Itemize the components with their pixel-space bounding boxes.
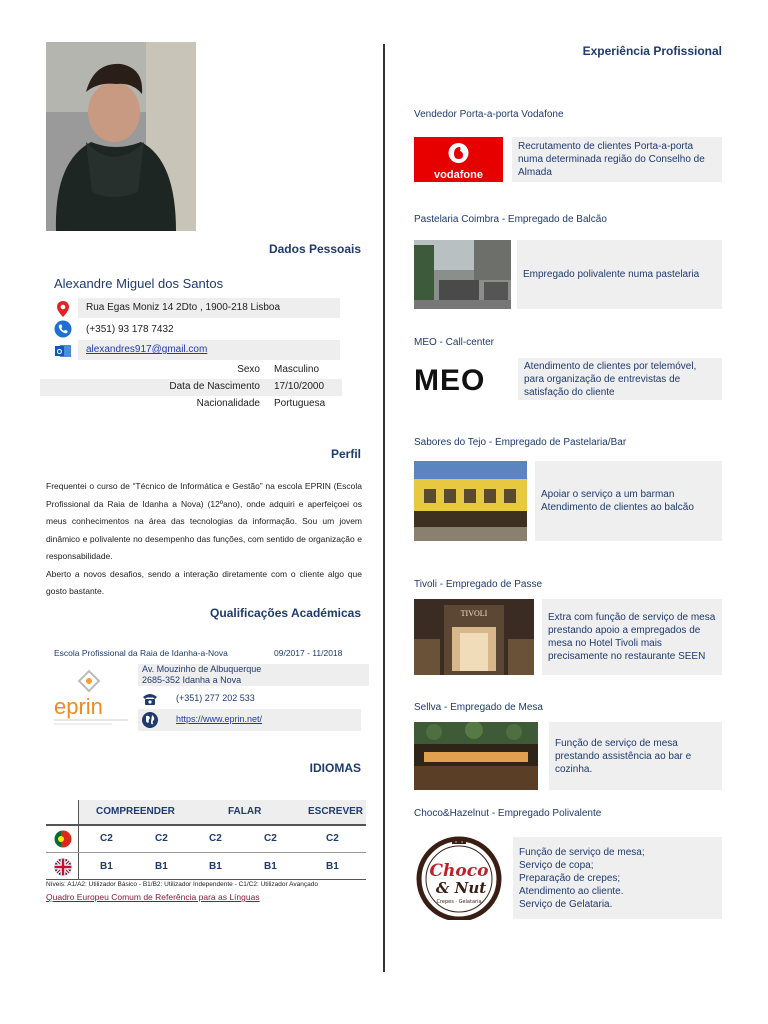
languages-section-title: IDIOMAS bbox=[309, 761, 361, 775]
languages-table-vline bbox=[78, 800, 79, 880]
nationality-label: Nacionalidade bbox=[196, 398, 260, 409]
school-name: Escola Profissional da Raia de Idanha-a-Nova bbox=[54, 648, 228, 658]
pt-level-1: C2 bbox=[100, 833, 113, 844]
school-address-line1: Av. Mouzinho de Albuquerque bbox=[142, 664, 262, 674]
address-row bbox=[78, 298, 340, 318]
job-desc-meo: Atendimento de clientes por telemóvel, para organização de entrevistas de satisfação do cliente bbox=[518, 358, 722, 400]
svg-text:O: O bbox=[56, 349, 63, 356]
job-title-choco-hazelnut: Choco&Hazelnut - Empregado Polivalente bbox=[414, 808, 602, 819]
choco-logo-line2: & Nut bbox=[435, 879, 487, 897]
languages-row-rule bbox=[46, 852, 366, 853]
vodafone-logo-text: vodafone bbox=[434, 169, 483, 181]
full-name: Alexandre Miguel dos Santos bbox=[54, 276, 224, 291]
job-title-meo: MEO - Call-center bbox=[414, 337, 495, 348]
sex-value: Masculino bbox=[274, 364, 320, 375]
profile-photo bbox=[46, 42, 196, 231]
address-text: Rua Egas Moniz 14 2Dto , 1900-218 Lisboa bbox=[86, 302, 281, 313]
email-link[interactable]: alexandres917@gmail.com bbox=[86, 344, 208, 355]
school-period: 09/2017 - 11/2018 bbox=[274, 648, 343, 658]
cefr-link[interactable]: Quadro Europeu Comum de Referência para as Línguas bbox=[46, 892, 260, 902]
personal-section-title: Dados Pessoais bbox=[268, 242, 361, 256]
pt-level-5: C2 bbox=[326, 833, 339, 844]
globe-icon bbox=[141, 711, 159, 729]
en-level-4: B1 bbox=[264, 861, 277, 872]
languages-levels-note: Níveis: A1/A2: Utilizador Básico - B1/B2: Utilizador Independente - C1/C2: Utilizador Avançado bbox=[46, 881, 318, 888]
job-title-pastelaria-coimbra: Pastelaria Coimbra - Empregado de Balcão bbox=[414, 214, 607, 225]
school-address-box bbox=[138, 664, 369, 686]
job-title-vodafone: Vendedor Porta-a-porta Vodafone bbox=[414, 109, 564, 120]
sex-label: Sexo bbox=[237, 364, 260, 375]
en-level-5: B1 bbox=[326, 861, 339, 872]
profile-paragraph-2: Aberto a novos desafios, sendo a interação diretamente com o cliente algo que gosto bastante. bbox=[46, 568, 362, 596]
job-desc-vodafone: Recrutamento de clientes Porta-a-porta numa determinada região do Conselho de Almada bbox=[512, 137, 722, 182]
job-desc-choco-hazelnut: Função de serviço de mesa; Serviço de copa; Preparação de crepes; Atendimento ao cliente. Serviço de Gelataria. bbox=[513, 837, 722, 919]
job-title-sellva: Sellva - Empregado de Mesa bbox=[414, 702, 543, 713]
eprin-logo-text: eprin bbox=[54, 694, 103, 719]
telephone-icon bbox=[141, 689, 159, 707]
profile-section-title: Perfil bbox=[330, 447, 361, 461]
languages-header-rule bbox=[46, 824, 366, 826]
en-level-1: B1 bbox=[100, 861, 113, 872]
choco-logo-line1: Choco bbox=[429, 861, 489, 881]
sellva-restaurant-photo bbox=[414, 722, 538, 790]
profile-text bbox=[46, 478, 362, 601]
vodafone-logo bbox=[414, 137, 503, 182]
portugal-flag-icon bbox=[54, 830, 72, 848]
profile-paragraph-1: Frequentei o curso de “Técnico de Informática e Gestão” na escola EPRIN (Escola Profissional da Raia de Idanha a Nova) (12ºano), onde adquiri e aperfeiçoei os meus conhecimentos na área das tecnologias da informação. Sou um jovem dinâmico e polivalente no desempenho das funções, com sentido de organização e responsabilidade. bbox=[46, 481, 362, 561]
job-desc-sellva: Função de serviço de mesa prestando assistência ao bar e cozinha. bbox=[549, 722, 722, 790]
job-desc-tivoli: Extra com função de serviço de mesa prestando apoio a empregados de mesa no Hotel Tivoli mais precisamente no restaurante SEEN bbox=[542, 599, 722, 675]
job-desc-sabores-do-tejo: Apoiar o serviço a um barman Atendimento de clientes ao balcão bbox=[535, 461, 722, 541]
header-falar: FALAR bbox=[228, 806, 262, 817]
tivoli-hotel-photo bbox=[414, 599, 534, 675]
phone-icon bbox=[54, 320, 72, 338]
header-compreender: COMPREENDER bbox=[96, 806, 175, 817]
nationality-value: Portuguesa bbox=[274, 398, 326, 409]
experience-section-title: Experiência Profissional bbox=[582, 44, 722, 58]
eprin-logo bbox=[52, 670, 132, 730]
column-divider bbox=[383, 44, 385, 972]
tivoli-logo-text: TIVOLI bbox=[460, 609, 488, 618]
email-row bbox=[78, 340, 340, 360]
dob-label: Data de Nascimento bbox=[169, 381, 260, 392]
en-level-2: B1 bbox=[155, 861, 168, 872]
choco-nut-logo bbox=[414, 834, 504, 920]
phone-row bbox=[78, 320, 340, 340]
pastelaria-coimbra-photo bbox=[414, 240, 511, 309]
pt-level-4: C2 bbox=[264, 833, 277, 844]
school-phone: (+351) 277 202 533 bbox=[176, 693, 255, 703]
meo-logo bbox=[414, 358, 508, 400]
choco-logo-line3: Crepes · Gelataria bbox=[436, 899, 482, 905]
header-escrever: ESCREVER bbox=[308, 806, 364, 817]
sabores-do-tejo-photo bbox=[414, 461, 527, 541]
qualifications-section-title: Qualificações Académicas bbox=[210, 606, 361, 620]
en-level-3: B1 bbox=[209, 861, 222, 872]
location-pin-icon bbox=[54, 300, 72, 318]
school-website-link[interactable]: https://www.eprin.net/ bbox=[176, 714, 263, 724]
pt-level-3: C2 bbox=[209, 833, 222, 844]
job-title-tivoli: Tivoli - Empregado de Passe bbox=[414, 579, 543, 590]
dob-value: 17/10/2000 bbox=[274, 381, 325, 392]
pt-level-2: C2 bbox=[155, 833, 168, 844]
uk-flag-icon bbox=[54, 858, 72, 876]
outlook-mail-icon bbox=[54, 342, 72, 360]
languages-bottom-rule bbox=[46, 879, 366, 880]
school-address-line2: 2685-352 Idanha a Nova bbox=[142, 675, 242, 685]
meo-logo-text: MEO bbox=[414, 364, 486, 397]
job-desc-pastelaria-coimbra: Empregado polivalente numa pastelaria bbox=[517, 240, 722, 309]
job-title-sabores-do-tejo: Sabores do Tejo - Empregado de Pastelaria/Bar bbox=[414, 437, 627, 448]
phone-text: (+351) 93 178 7432 bbox=[86, 324, 174, 335]
